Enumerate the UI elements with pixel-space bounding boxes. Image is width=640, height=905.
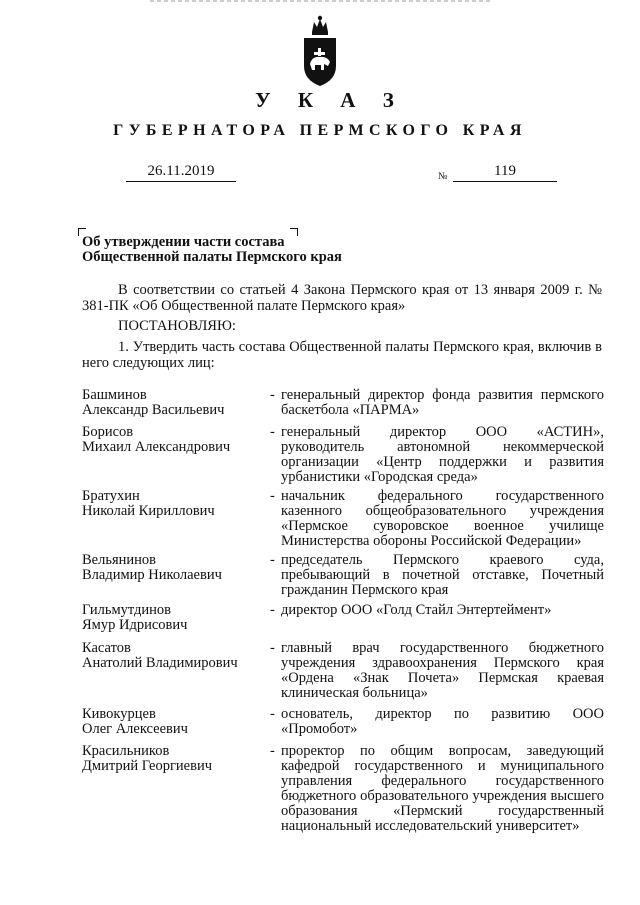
member-name xyxy=(82,553,272,583)
member-name xyxy=(82,744,272,774)
member-given-names: Олег Алексеевич xyxy=(82,721,188,737)
coat-of-arms-emblem xyxy=(300,14,340,88)
member-name xyxy=(82,707,272,737)
member-surname: Гильмутдинов xyxy=(82,602,172,618)
member-surname: Кивокурцев xyxy=(82,706,156,722)
subject-line-1: Об утверждении части состава xyxy=(82,234,285,250)
member-position: директор ООО «Голд Стайл Энтертеймент» xyxy=(281,602,552,618)
member-dash: - xyxy=(270,640,275,656)
member-position: основатель, директор по развитию ООО «Промобот» xyxy=(281,706,604,737)
member-given-names: Ямур Идрисович xyxy=(82,617,188,633)
member-name xyxy=(82,489,272,519)
member-position: генеральный директор ООО «АСТИН», руководитель автономной некоммерческой организации «Центр поддержки и развития урбанистики «Городская среда» xyxy=(281,424,604,485)
member-name xyxy=(82,641,272,671)
clause-1-paragraph: 1. Утвердить часть состава Общественной палаты Пермского края, включив в него следующих лиц: xyxy=(82,339,602,371)
member-dash: - xyxy=(270,488,275,504)
member-given-names: Михаил Александрович xyxy=(82,439,231,455)
member-dash: - xyxy=(270,424,275,440)
page-top-rule xyxy=(0,0,640,2)
member-surname: Вельянинов xyxy=(82,552,157,568)
decree-title: У К А З xyxy=(255,88,405,112)
decree-date: 26.11.2019 xyxy=(126,163,236,182)
member-position: проректор по общим вопросам, заведующий кафедрой государственного и муниципального управления федерального государственного бюджетного образовательного учреждения высшего образования «Пермский государственный национальный исследовательский университет» xyxy=(281,743,604,834)
decree-subject xyxy=(82,235,342,265)
number-label: № xyxy=(438,171,448,182)
member-position: генеральный директор фонда развития пермского баскетбола «ПАРМА» xyxy=(281,387,604,418)
member-position: начальник федерального государственного казенного общеобразовательного учреждения «Пермское суворовское военное училище Министерства обороны Российской Федерации» xyxy=(281,488,604,549)
member-name xyxy=(82,603,272,633)
preamble-paragraph: В соответствии со статьей 4 Закона Пермского края от 13 января 2009 г. № 381-ПК «Об Общественной палате Пермского края» xyxy=(82,282,602,314)
decree-number: 119 xyxy=(453,163,557,182)
member-name xyxy=(82,425,272,455)
member-given-names: Дмитрий Георгиевич xyxy=(82,758,212,774)
member-surname: Красильников xyxy=(82,743,170,759)
member-dash: - xyxy=(270,743,275,759)
resolution-word: ПОСТАНОВЛЯЮ: xyxy=(118,318,236,334)
member-surname: Касатов xyxy=(82,640,131,656)
member-dash: - xyxy=(270,602,275,618)
member-given-names: Николай Кириллович xyxy=(82,503,215,519)
member-given-names: Александр Васильевич xyxy=(82,402,225,418)
member-surname: Борисов xyxy=(82,424,134,440)
member-surname: Братухин xyxy=(82,488,140,504)
member-given-names: Владимир Николаевич xyxy=(82,567,222,583)
member-dash: - xyxy=(270,387,275,403)
member-position: председатель Пермского краевого суда, пребывающий в почетной отставке, Почетный гражданин Пермского края xyxy=(281,552,604,598)
member-name xyxy=(82,388,272,418)
member-given-names: Анатолий Владимирович xyxy=(82,655,238,671)
member-dash: - xyxy=(270,552,275,568)
decree-issuer: ГУБЕРНАТОРА ПЕРМСКОГО КРАЯ xyxy=(113,122,527,139)
member-position: главный врач государственного бюджетного учреждения здравоохранения Пермского края «Ордена «Знак Почета» Пермская краевая клиническая больница» xyxy=(281,640,604,701)
subject-line-2: Общественной палаты Пермского края xyxy=(82,249,342,265)
member-dash: - xyxy=(270,706,275,722)
member-surname: Башминов xyxy=(82,387,147,403)
